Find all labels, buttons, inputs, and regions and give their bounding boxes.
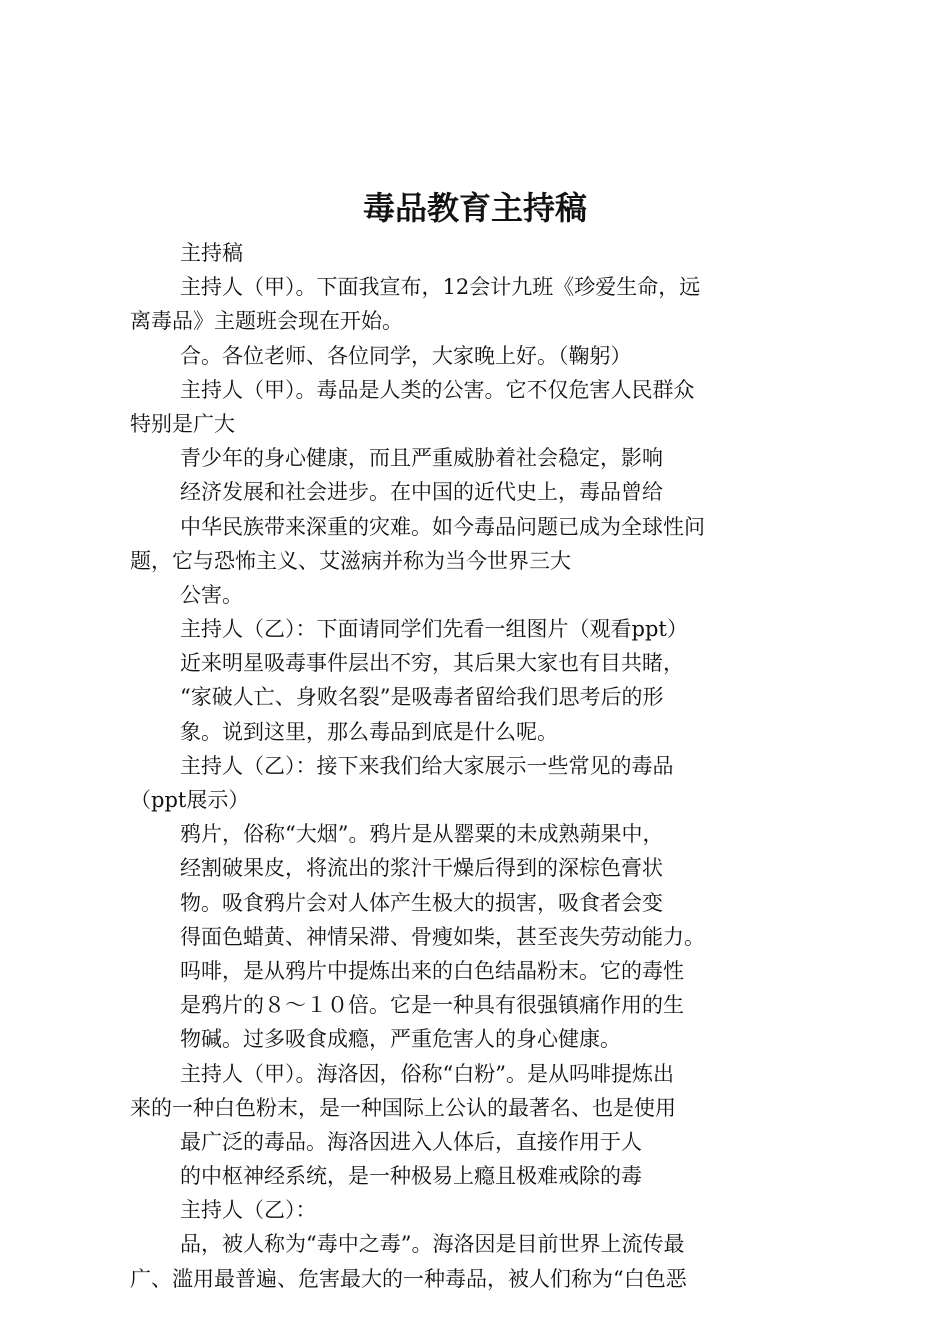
body-line: 广、滥用最普遍、危害最大的一种毒品，被人们称为“白色恶 [130,1266,687,1291]
document-body [130,236,830,1296]
body-line: 主持人（乙）： [180,1198,317,1223]
body-line: 主持人（乙）：下面请同学们先看一组图片（观看ppt） [180,617,688,642]
body-line: 物碱。过多吸食成瘾，严重危害人的身心健康。 [180,1027,621,1052]
body-line: 青少年的身心健康，而且严重威胁着社会稳定，影响 [180,446,663,471]
body-line: 物。吸食鸦片会对人体产生极大的损害，吸食者会变 [180,890,663,915]
body-line: 象。说到这里，那么毒品到底是什么呢。 [180,719,558,744]
body-line: 得面色蜡黄、神情呆滞、骨瘦如柴，甚至丧失劳动能力。 [180,924,705,949]
body-line: 最广泛的毒品。海洛因进入人体后，直接作用于人 [180,1129,642,1154]
body-line: 的中枢神经系统，是一种极易上瘾且极难戒除的毒 [180,1164,642,1189]
body-line: 是鸦片的８～１０倍。它是一种具有很强镇痛作用的生 [180,993,684,1018]
document-title: 毒品教育主持稿 [362,189,587,227]
body-line: 鸦片，俗称“大烟”。鸦片是从罂粟的未成熟蒴果中， [180,822,664,847]
body-line: 合。各位老师、各位同学，大家晚上好。（鞠躬） [180,343,632,368]
body-line: 主持稿 [180,241,243,265]
body-line: 主持人（甲）。海洛因，俗称“白粉”。是从吗啡提炼出 [180,1061,674,1086]
body-line: 来的一种白色粉末，是一种国际上公认的最著名、也是使用 [130,1095,676,1120]
body-line: 经割破果皮，将流出的浆汁干燥后得到的深棕色膏状 [180,856,663,881]
body-line: 近来明星吸毒事件层出不穷，其后果大家也有目共睹， [180,651,684,676]
body-line: 品，被人称为“毒中之毒”。海洛因是目前世界上流传最 [180,1232,685,1257]
body-line: 中华民族带来深重的灾难。如今毒品问题已成为全球性问 [180,514,705,539]
body-line: 主持人（甲）。下面我宣布，12会计九班《珍爱生命，远 [180,275,701,300]
body-line: 特别是广大 [130,411,235,436]
body-line: 吗啡，是从鸦片中提炼出来的白色结晶粉末。它的毒性 [180,958,684,983]
body-line: （ppt展示） [130,788,250,812]
body-line: 主持人（乙）：接下来我们给大家展示一些常见的毒品 [180,753,674,778]
body-line: 离毒品》主题班会现在开始。 [130,309,403,334]
body-line: 经济发展和社会进步。在中国的近代史上，毒品曾给 [180,480,663,505]
body-line: 公害。 [180,582,243,607]
body-line: 题，它与恐怖主义、艾滋病并称为当今世界三大 [130,548,571,573]
body-line: “家破人亡、身败名裂”是吸毒者留给我们思考后的形 [180,685,664,710]
body-line: 主持人（甲）。毒品是人类的公害。它不仅危害人民群众 [180,377,695,402]
